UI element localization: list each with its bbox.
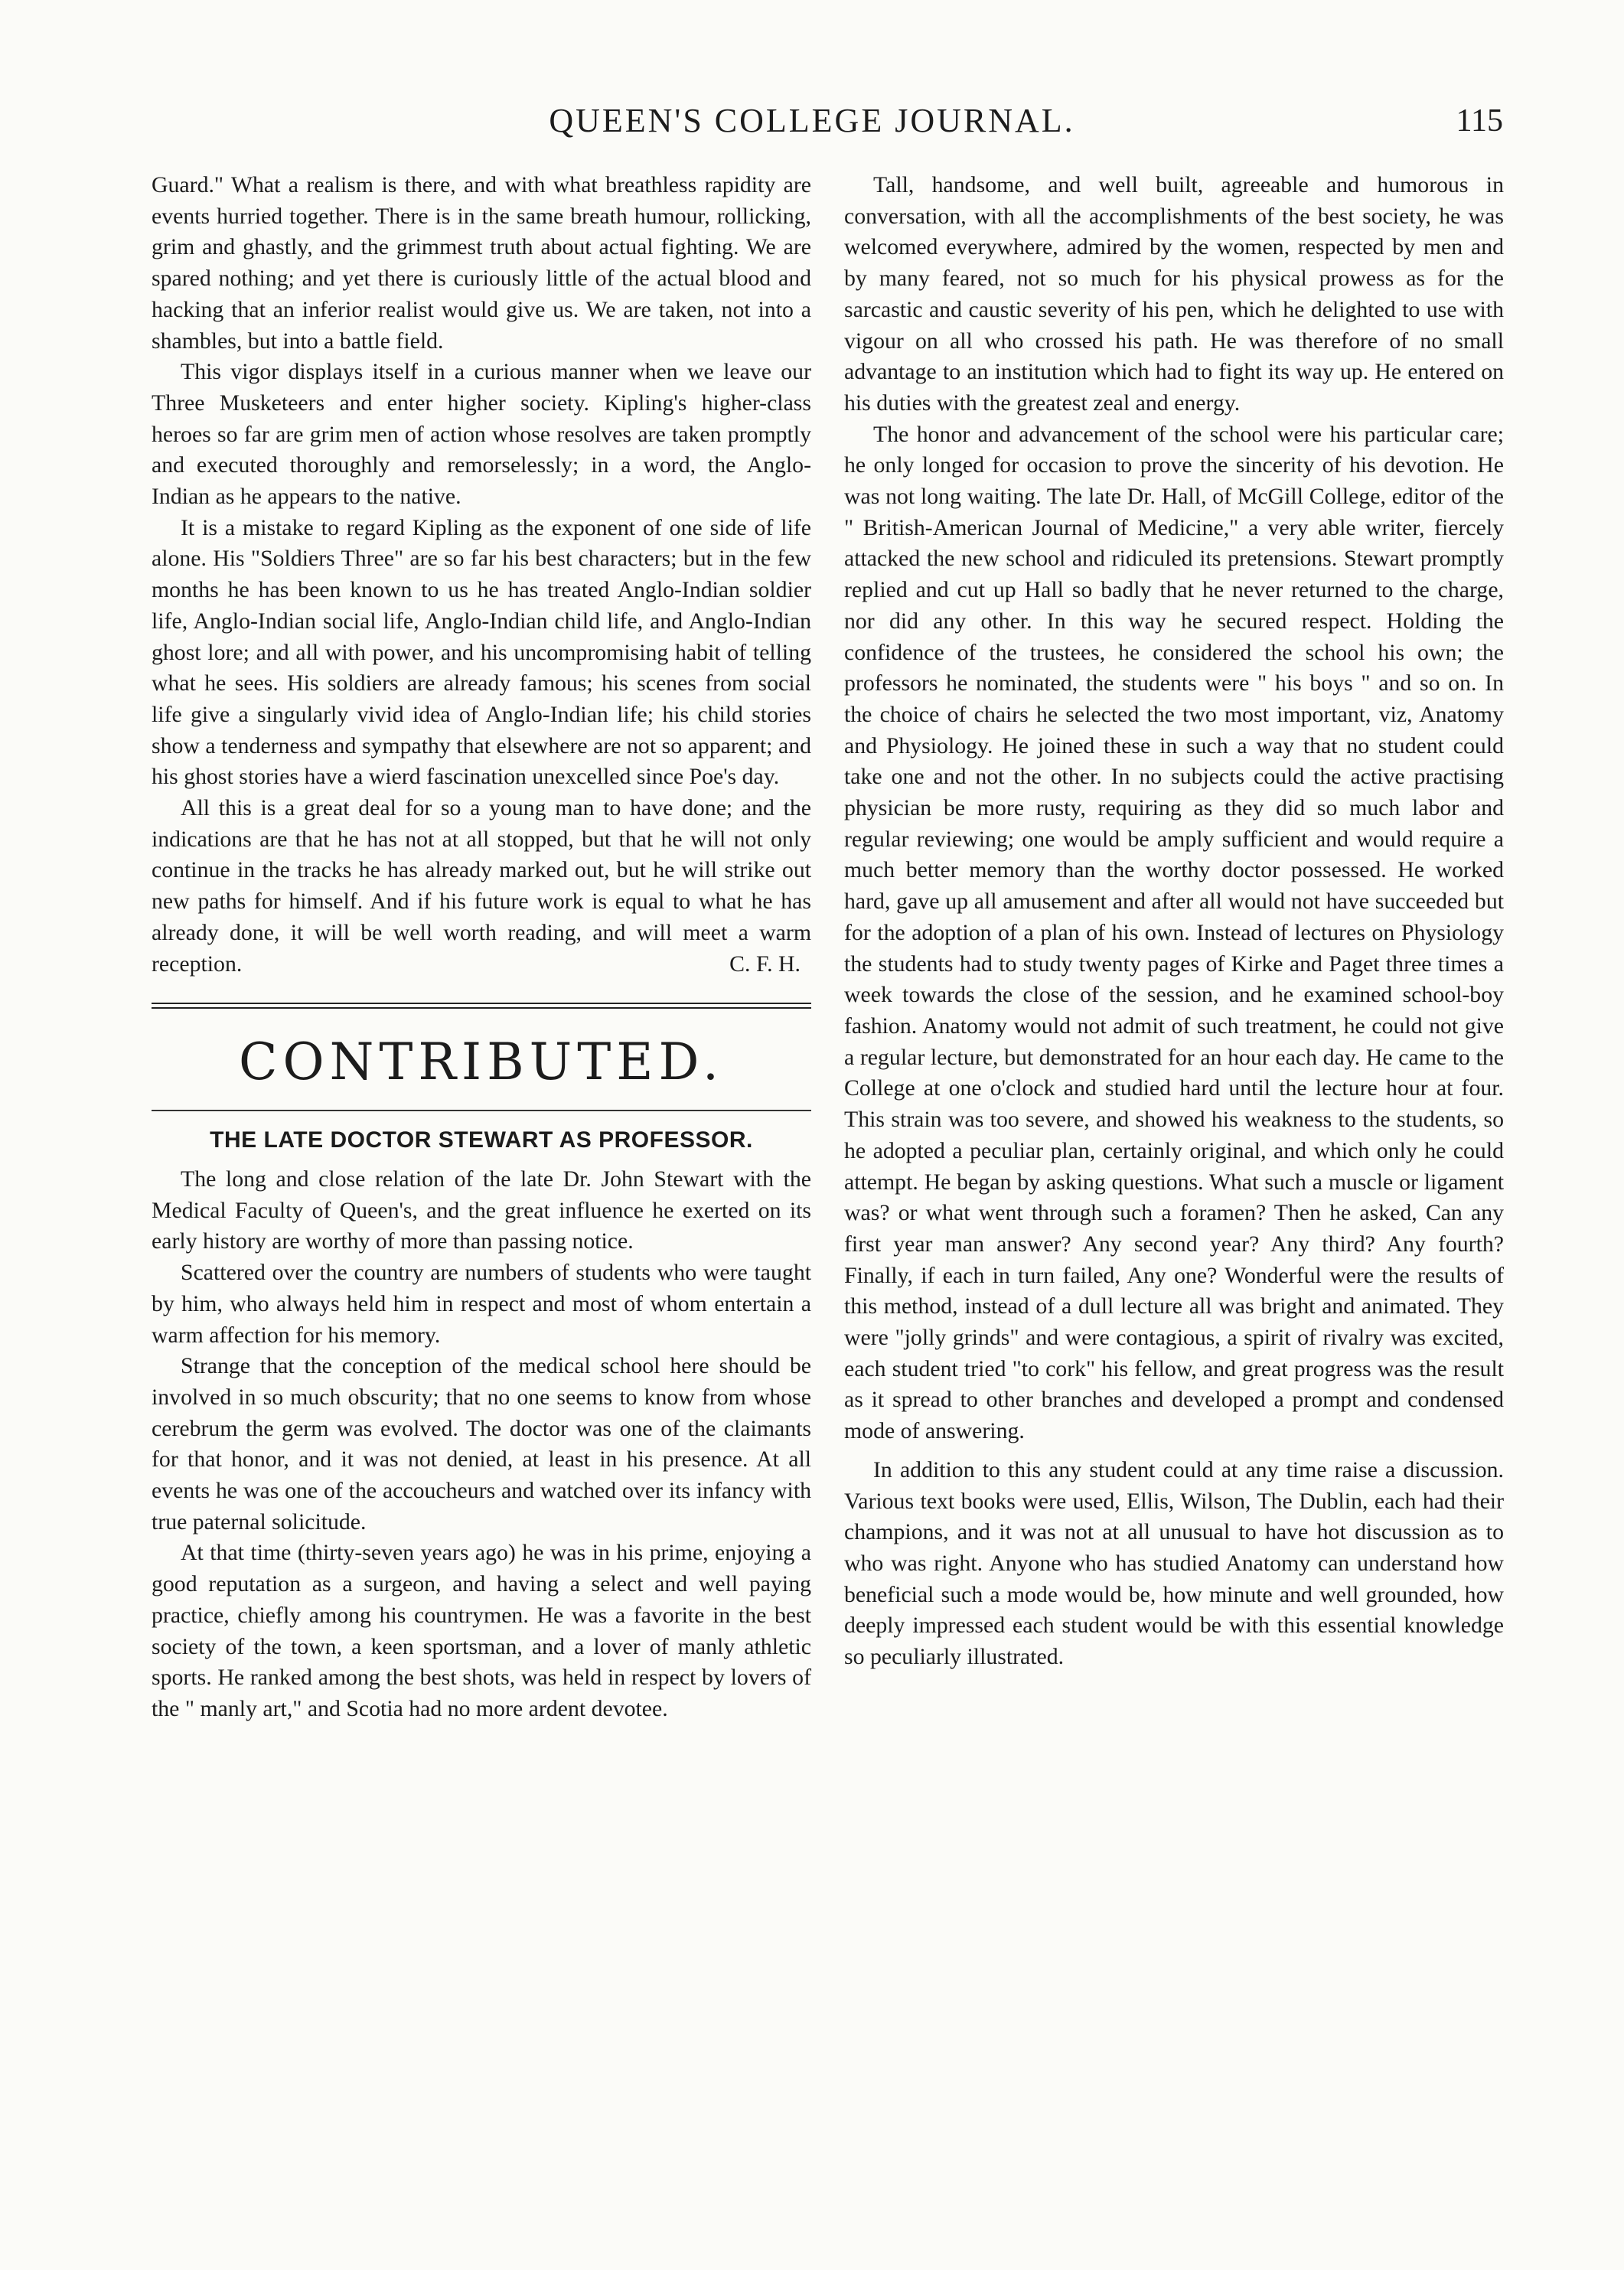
heading-rule bbox=[152, 1110, 811, 1111]
left-column bbox=[152, 170, 811, 1725]
paragraph: This vigor displays itself in a curious manner when we leave our Three Musketeers and enter higher society. Kipling's higher-class heroes so far are grim men of action whose resolves are taken promptly and executed thoroughly and remorselessly; in a word, the Anglo-Indian as he appears to the native. bbox=[152, 359, 811, 510]
article-title: THE LATE DOCTOR STEWART AS PROFESSOR. bbox=[210, 1127, 753, 1153]
section-divider bbox=[152, 1003, 811, 1009]
paragraph: Guard." What a realism is there, and with what breathless rapidity are events hurried together. There is in the same breath humour, rollicking, grim and ghastly, and the grimmest truth about actual fighting. We are spared nothing; and yet there is curiously little of the actual blood and hacking that an inferior realist would give us. We are taken, not into a shambles, but into a battle field. bbox=[152, 172, 811, 354]
section-heading: CONTRIBUTED. bbox=[238, 1032, 724, 1092]
signature: C. F. H. bbox=[729, 951, 801, 977]
journal-title: QUEEN'S COLLEGE JOURNAL. bbox=[549, 102, 1075, 139]
paragraph bbox=[152, 793, 811, 980]
right-column bbox=[844, 170, 1504, 1673]
paragraph: Strange that the conception of the medical school here should be involved in so much obscurity; that no one seems to know from whose cerebrum the germ was evolved. The doctor was one of the claimants for that honor, and it was not denied, at least in his presence. At all events he was one of the accoucheurs and watched over its infancy with true paternal solicitude. bbox=[152, 1353, 811, 1535]
paragraph: It is a mistake to regard Kipling as the exponent of one side of life alone. His "Soldiers Three" are so far his best characters; but in the few months he has been known to us he has treated Anglo-Indian soldier life, Anglo-Indian social life, Anglo-Indian child life, and Anglo-Indian ghost lore; and all with power, and his uncompromising habit of telling what he sees. His soldiers are already famous; his scenes from social life give a singularly vivid idea of Anglo-Indian life; his child stories show a tenderness and sympathy that elsewhere are not so apparent; and his ghost stories have a wierd fascination unexcelled since Poe's day. bbox=[152, 514, 811, 790]
paragraph: In addition to this any student could at any time raise a discussion. Various text books were used, Ellis, Wilson, The Dublin, each had their champions, and it was not at all unusual to have hot discussion as to who was right. Anyone who has studied Anatomy can understand how beneficial such a mode would be, how minute and well grounded, how deeply impressed each student would be with this essential knowledge so peculiarly illustrated. bbox=[844, 1456, 1504, 1670]
paragraph: The honor and advancement of the school were his particular care; he only longed for occasion to prove the sincerity of his devotion. He was not long waiting. The late Dr. Hall, of McGill College, editor of the " British-American Journal of Medicine," a very able writer, fiercely attacked the new school and ridiculed its pretensions. Stewart promptly replied and cut up Hall so badly that he never returned to the charge, nor did any other. In this way he secured respect. Holding the confidence of the trustees, he considered the school his own; the professors he nominated, the students were " his boys " and so on. In the choice of chairs he selected the two most important, viz, Anatomy and Physiology. He joined these in such a way that no student could take one and not the other. In no subjects could the active practising physician be more rusty, requiring as they did so much labor and regular reviewing; one would be amply sufficient and would require a much better memory than the worthy doctor possessed. He worked hard, gave up all amusement and after all would not have succeeded but for the adoption of a plan of his own. Instead of lectures on Physiology the students had to study twenty pages of Kirke and Paget three times a week towards the close of the session, and he examined school-boy fashion. Anatomy would not admit of such treatment, he could not give a regular lecture, but demonstrated for an hour each day. He came to the College at one o'clock and studied hard until the lecture hour at four. This strain was too severe, and showed his weakness to the students, so he adopted a peculiar plan, certainly original, and which only he could attempt. He began by asking questions. What such a muscle or ligament was? or what went through such a foramen? Then he asked, Can any first year man answer? Any second year? Any third? Any fourth? Finally, if each in turn failed, Any one? Wonderful were the results of this method, instead of a dull lecture all was bright and animated. They were "jolly grinds" and were contagious, a spirit of rivalry was excited, each student tried "to cork" his fellow, and great progress was the result as it spread to other branches and developed a prompt and condensed mode of answering. bbox=[844, 421, 1504, 1444]
paragraph: Scattered over the country are numbers of students who were taught by him, who always held him in respect and most of whom entertain a warm affection for his memory. bbox=[152, 1260, 811, 1348]
paragraph: The long and close relation of the late Dr. John Stewart with the Medical Faculty of Queen's, and the great influence he exerted on its early history are worthy of more than passing notice. bbox=[152, 1166, 811, 1254]
paragraph: At that time (thirty-seven years ago) he was in his prime, enjoying a good reputation as a surgeon, and having a select and well paying practice, chiefly among his countrymen. He was a favorite in the best society of the town, a keen sportsman, and a lover of manly athletic sports. He ranked among the best shots, was held in respect by lovers of the " manly art," and Scotia had no more ardent devotee. bbox=[152, 1540, 811, 1721]
page-number: 115 bbox=[1456, 103, 1503, 139]
paragraph: Tall, handsome, and well built, agreeable and humorous in conversation, with all the accomplishments of the best society, he was welcomed everywhere, admired by the women, respected by men and by many feared, not so much for his physical prowess as for the sarcastic and caustic severity of his pen, which he delighted to use with vigour on all who crossed his path. He was therefore of no small advantage to an institution which had to fight its way up. He entered on his duties with the greatest zeal and energy. bbox=[844, 172, 1504, 416]
paragraph-text: All this is a great deal for so a young man to have done; and the indications are that he has not at all stopped, but that he will not only continue in the tracks he has already marked out, but he will strike out new paths for himself. And if his future work is equal to what he has already done, it will be well worth reading, and will meet a warm reception. bbox=[152, 795, 811, 977]
